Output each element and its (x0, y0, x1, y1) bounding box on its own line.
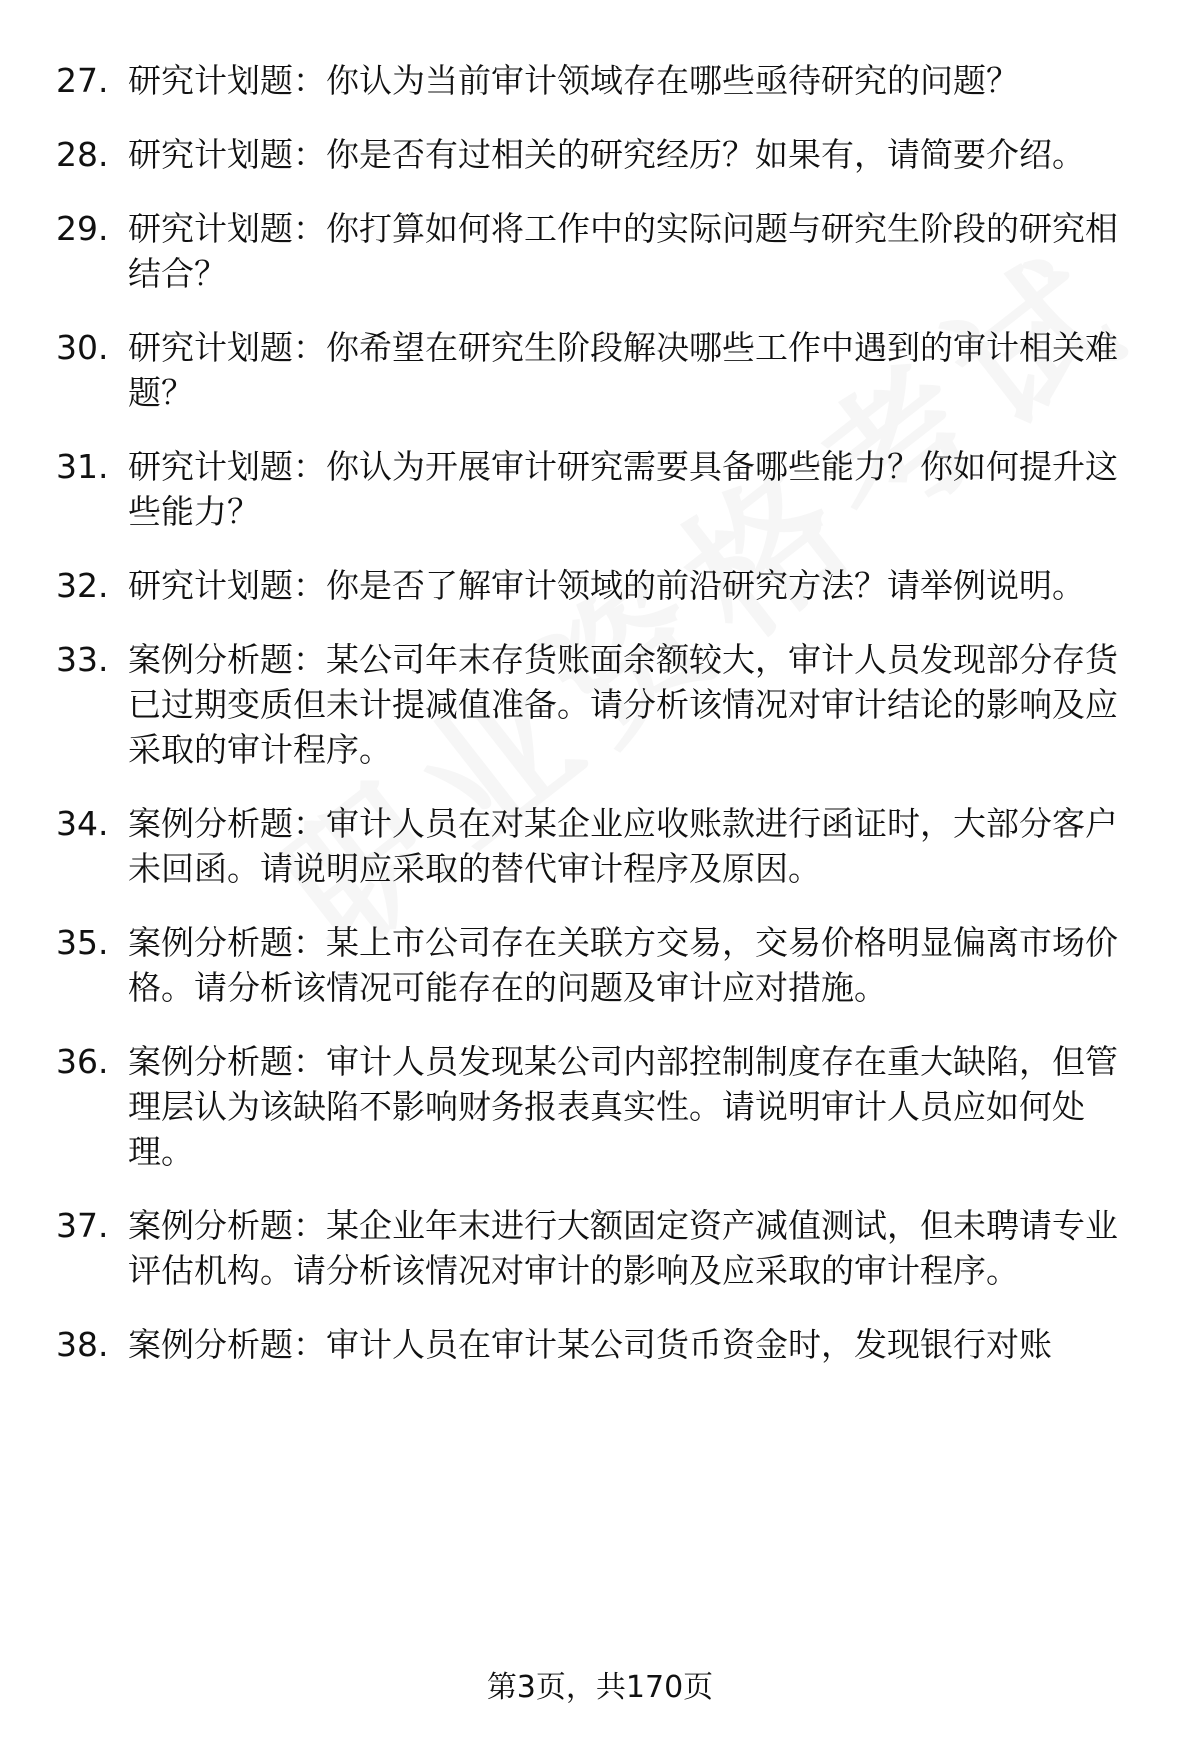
question-text: 研究计划题：你打算如何将工作中的实际问题与研究生阶段的研究相结合？ (128, 209, 1118, 293)
question-text: 研究计划题：你是否了解审计领域的前沿研究方法？请举例说明。 (128, 566, 1085, 605)
question-number: 34. (56, 804, 109, 843)
question-number: 29. (56, 209, 109, 248)
question-item (0, 563, 1200, 608)
page-number: 第3页，共170页 (486, 1670, 714, 1705)
question-number: 37. (56, 1206, 109, 1245)
question-item (0, 132, 1200, 177)
question-number: 35. (56, 923, 109, 962)
question-item (0, 325, 1200, 415)
question-text: 研究计划题：你认为开展审计研究需要具备哪些能力？你如何提升这些能力？ (128, 447, 1118, 531)
question-item (0, 1203, 1200, 1293)
question-number: 28. (56, 135, 109, 174)
question-item (0, 58, 1200, 103)
question-number: 32. (56, 566, 109, 605)
question-text: 案例分析题：审计人员在审计某公司货币资金时，发现银行对账 (128, 1325, 1052, 1364)
question-list (0, 58, 1200, 1396)
question-text: 案例分析题：某上市公司存在关联方交易，交易价格明显偏离市场价格。请分析该情况可能存在的问题及审计应对措施。 (128, 923, 1118, 1007)
question-number: 38. (56, 1325, 109, 1364)
question-text: 研究计划题：你认为当前审计领域存在哪些亟待研究的问题？ (128, 61, 1019, 100)
question-text: 案例分析题：审计人员在对某企业应收账款进行函证时，大部分客户未回函。请说明应采取的替代审计程序及原因。 (128, 804, 1118, 888)
question-item (0, 637, 1200, 772)
question-number: 36. (56, 1042, 109, 1081)
question-item (0, 1322, 1200, 1367)
question-text: 研究计划题：你是否有过相关的研究经历？如果有，请简要介绍。 (128, 135, 1085, 174)
question-number: 31. (56, 447, 109, 486)
question-item (0, 444, 1200, 534)
question-item (0, 801, 1200, 891)
question-number: 33. (56, 640, 109, 679)
question-text: 案例分析题：审计人员发现某公司内部控制制度存在重大缺陷，但管理层认为该缺陷不影响财务报表真实性。请说明审计人员应如何处理。 (128, 1042, 1118, 1171)
question-item (0, 206, 1200, 296)
question-text: 研究计划题：你希望在研究生阶段解决哪些工作中遇到的审计相关难题？ (128, 328, 1118, 412)
question-text: 案例分析题：某企业年末进行大额固定资产减值测试，但未聘请专业评估机构。请分析该情况对审计的影响及应采取的审计程序。 (128, 1206, 1118, 1290)
question-number: 27. (56, 61, 109, 100)
question-item (0, 1039, 1200, 1174)
question-item (0, 920, 1200, 1010)
question-number: 30. (56, 328, 109, 367)
question-text: 案例分析题：某公司年末存货账面余额较大，审计人员发现部分存货已过期变质但未计提减值准备。请分析该情况对审计结论的影响及应采取的审计程序。 (128, 640, 1118, 769)
